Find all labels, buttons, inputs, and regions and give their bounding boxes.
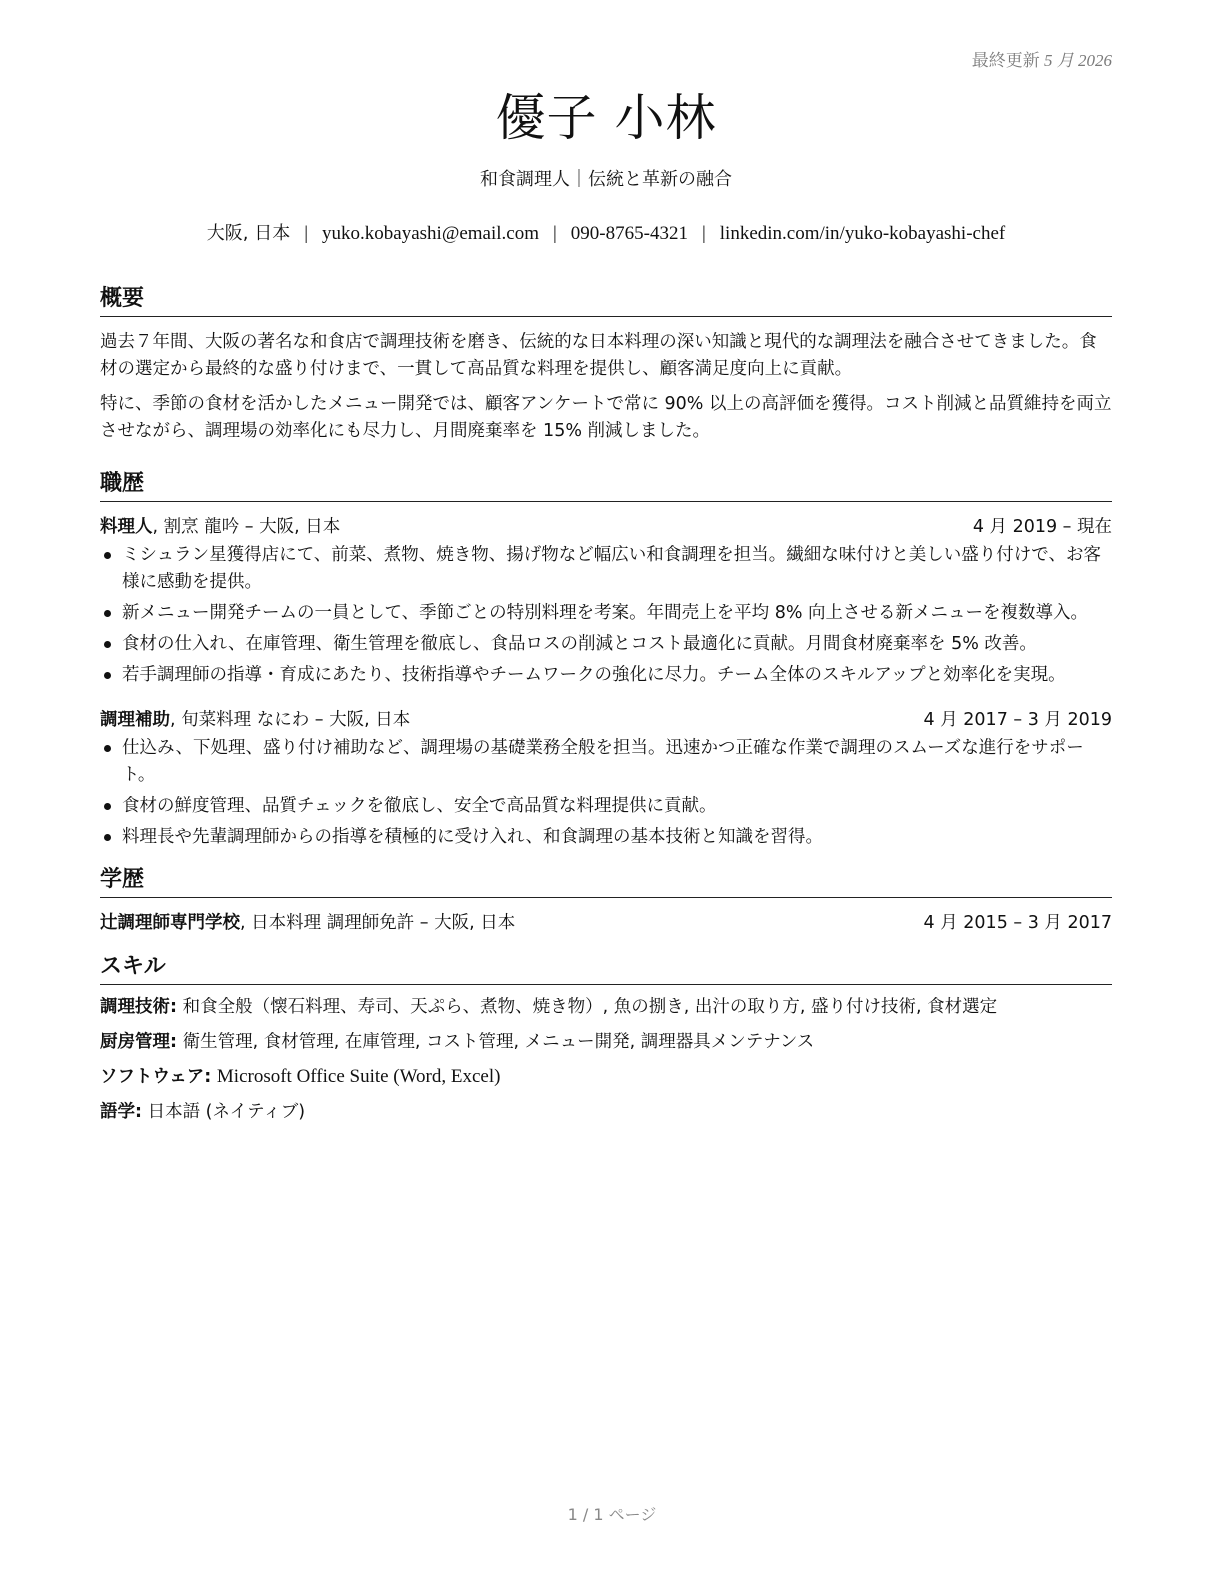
job-employer: , 旬菜料理 なにわ – 大阪, 日本 xyxy=(170,710,411,730)
candidate-name: 優子 小林 xyxy=(495,89,717,147)
last-updated-date: 5 月 2026 xyxy=(1044,51,1112,70)
contact-location: 大阪, 日本 xyxy=(206,223,291,244)
job-bullets xyxy=(100,735,1112,851)
job-header xyxy=(100,514,1112,540)
job-dates: 4 月 2017 – 3 月 2019 xyxy=(923,710,1112,730)
list-item: 新メニュー開発チームの一員として、季節ごとの特別料理を考案。年間売上を平均 8% 向上させる新メニューを複数導入。 xyxy=(100,600,1112,627)
job-employer: , 割烹 龍吟 – 大阪, 日本 xyxy=(152,517,341,537)
last-updated xyxy=(972,46,1112,71)
resume-page xyxy=(100,40,1112,1125)
skill-row xyxy=(100,1064,1112,1090)
list-item: ミシュラン星獲得店にて、前菜、煮物、焼き物、揚げ物など幅広い和食調理を担当。繊細な味付けと美しい盛り付けで、お客様に感動を提供。 xyxy=(100,542,1112,596)
job-title-line xyxy=(100,707,410,733)
job-title-line xyxy=(100,514,340,540)
summary-paragraph: 過去７年間、大阪の著名な和食店で調理技術を磨き、伝統的な日本料理の深い知識と現代的な調理法を融合させてきました。食材の選定から最終的な盛り付けまで、一貫して高品質な料理を提供し、顧客満足度向上に貢献。 xyxy=(100,332,1097,379)
job-title: 調理補助 xyxy=(100,710,170,730)
job-bullets xyxy=(100,542,1112,689)
job-title: 料理人 xyxy=(100,517,153,537)
list-item: 料理長や先輩調理師からの指導を積極的に受け入れ、和食調理の基本技術と知識を習得。 xyxy=(100,824,1112,851)
section-heading-skills: スキル xyxy=(100,952,1112,985)
skill-label: 語学: xyxy=(100,1102,142,1122)
skill-label: 調理技術: xyxy=(100,997,177,1017)
contact-separator: | xyxy=(304,223,309,244)
skill-value: 日本語 (ネイティブ) xyxy=(147,1102,306,1122)
summary-paragraph: 特に、季節の食材を活かしたメニュー開発では、顧客アンケートで常に 90% 以上の高評価を獲得。コスト削減と品質維持を両立させながら、調理場の効率化にも尽力し、月間廃棄率を 15% 削減しました。 xyxy=(100,394,1112,441)
section-heading-summary: 概要 xyxy=(100,284,1112,317)
job-dates: 4 月 2019 – 現在 xyxy=(972,517,1112,537)
page-number: 1 / 1 ページ xyxy=(567,1505,657,1524)
job-header xyxy=(100,707,1112,733)
skill-label: ソフトウェア: xyxy=(100,1067,212,1087)
list-item: 仕込み、下処理、盛り付け補助など、調理場の基礎業務全般を担当。迅速かつ正確な作業で調理のスムーズな進行をサポート。 xyxy=(100,735,1112,789)
education-line xyxy=(100,910,515,936)
contact-email[interactable]: yuko.kobayashi@email.com xyxy=(322,223,539,244)
skill-value: 和食全般（懐石料理、寿司、天ぷら、煮物、焼き物）, 魚の捌き, 出汁の取り方, 盛り付け技術, 食材選定 xyxy=(182,997,998,1017)
list-item: 若手調理師の指導・育成にあたり、技術指導やチームワークの強化に尽力。チーム全体のスキルアップと効率化を実現。 xyxy=(100,662,1112,689)
skill-value: 衛生管理, 食材管理, 在庫管理, コスト管理, メニュー開発, 調理器具メンテナンス xyxy=(182,1032,815,1052)
education-entry xyxy=(100,910,1112,936)
list-item: 食材の仕入れ、在庫管理、衛生管理を徹底し、食品ロスの削減とコスト最適化に貢献。月間食材廃棄率を 5% 改善。 xyxy=(100,631,1112,658)
skill-row xyxy=(100,1099,1112,1125)
school-name: 辻調理師専門学校 xyxy=(100,913,240,933)
education-detail: , 日本料理 調理師免許 – 大阪, 日本 xyxy=(240,913,516,933)
contact-separator: | xyxy=(701,223,706,244)
list-item: 食材の鮮度管理、品質チェックを徹底し、安全で高品質な料理提供に貢献。 xyxy=(100,793,1112,820)
candidate-tagline: 和食調理人｜伝統と革新の融合 xyxy=(480,169,732,190)
section-heading-work: 職歴 xyxy=(100,469,1112,502)
skill-row xyxy=(100,1029,1112,1055)
contact-separator: | xyxy=(552,223,557,244)
skill-row xyxy=(100,994,1112,1020)
contact-phone: 090-8765-4321 xyxy=(570,223,688,244)
contact-line xyxy=(100,222,1112,246)
last-updated-prefix: 最終更新 xyxy=(971,51,1040,70)
section-heading-education: 学歴 xyxy=(100,865,1112,898)
skill-value: Microsoft Office Suite (Word, Excel) xyxy=(216,1066,501,1087)
contact-linkedin[interactable]: linkedin.com/in/yuko-kobayashi-chef xyxy=(719,223,1006,244)
skill-label: 厨房管理: xyxy=(100,1032,177,1052)
education-dates: 4 月 2015 – 3 月 2017 xyxy=(923,913,1112,933)
